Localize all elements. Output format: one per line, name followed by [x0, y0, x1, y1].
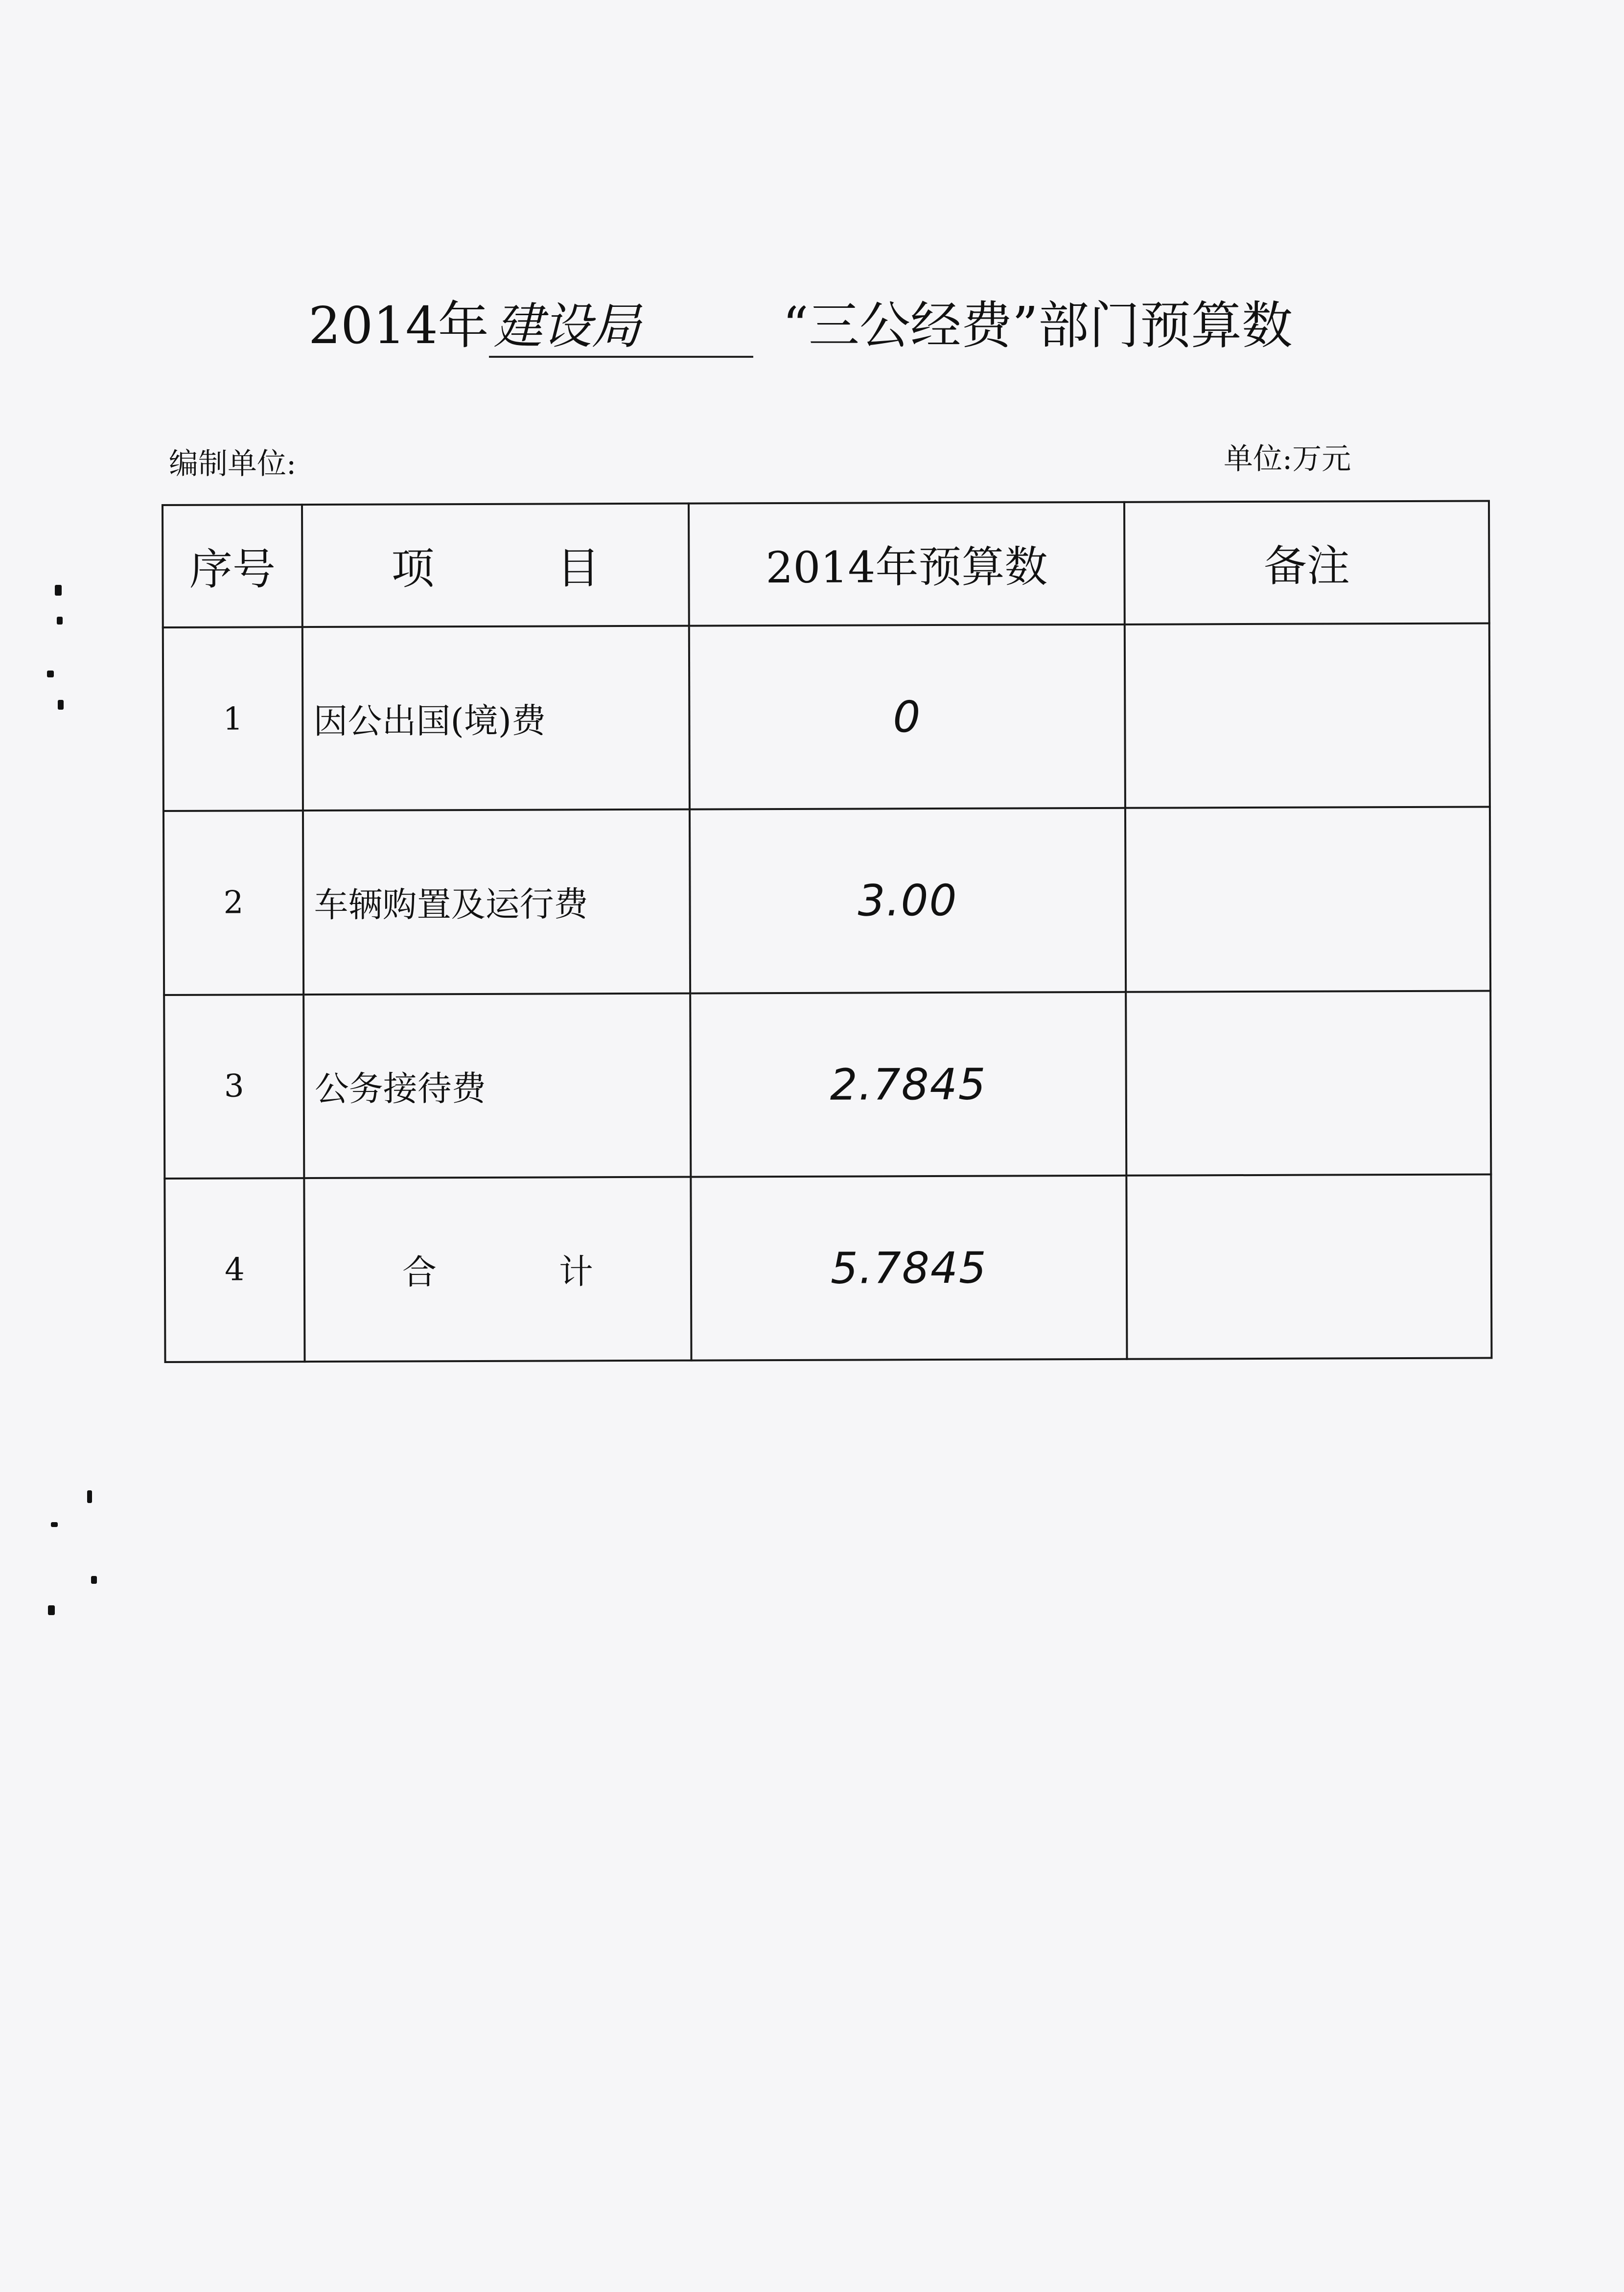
- row-note: [1125, 624, 1490, 809]
- total-item-part1: 合: [402, 1252, 437, 1293]
- table-row: [163, 807, 1490, 995]
- total-item-part2: 计: [558, 1251, 594, 1292]
- header-item-part1: 项: [391, 543, 435, 594]
- row-item: 公务接待费: [303, 993, 691, 1178]
- scan-speck: [58, 700, 64, 710]
- row-item: 因公出国(境)费: [302, 626, 690, 811]
- scan-speck: [55, 585, 62, 596]
- header-no: 序号: [162, 505, 302, 627]
- compiler-label: 编制单位:: [169, 447, 297, 481]
- header-item: [302, 504, 689, 627]
- title-suffix: “三公经费”部门预算数: [782, 296, 1293, 355]
- header-item-part2: 目: [557, 543, 600, 594]
- row-amount: 2.7845: [690, 992, 1126, 1177]
- row-amount: 3.00: [690, 808, 1126, 993]
- row-note: [1125, 807, 1490, 992]
- row-no: 1: [163, 627, 303, 811]
- title-year: 2014年: [308, 296, 489, 355]
- scan-speck: [48, 1605, 55, 1615]
- total-note: [1126, 1174, 1491, 1359]
- scan-speck: [51, 1522, 58, 1527]
- scan-speck: [91, 1576, 97, 1584]
- table-row: [164, 991, 1491, 1179]
- scan-speck: [87, 1490, 92, 1503]
- row-item: 车辆购置及运行费: [303, 810, 690, 995]
- scan-speck: [57, 617, 63, 625]
- scan-speck: [47, 671, 54, 677]
- header-note: 备注: [1124, 501, 1489, 624]
- budget-table: [162, 500, 1493, 1363]
- table-total-row: [164, 1174, 1491, 1362]
- document-title: [308, 289, 1336, 362]
- total-item: [304, 1177, 691, 1362]
- table-header-row: [162, 501, 1489, 627]
- header-amount: 2014年预算数: [689, 502, 1125, 626]
- total-amount: 5.7845: [691, 1176, 1127, 1361]
- total-no: 4: [164, 1178, 304, 1362]
- row-amount: 0: [689, 625, 1125, 810]
- title-unit-handwritten: 建设局: [489, 297, 753, 358]
- row-note: [1126, 991, 1491, 1176]
- table-row: [163, 624, 1490, 811]
- unit-label: 单位:万元: [1224, 442, 1351, 476]
- row-no: 2: [163, 810, 303, 995]
- row-no: 3: [164, 995, 304, 1179]
